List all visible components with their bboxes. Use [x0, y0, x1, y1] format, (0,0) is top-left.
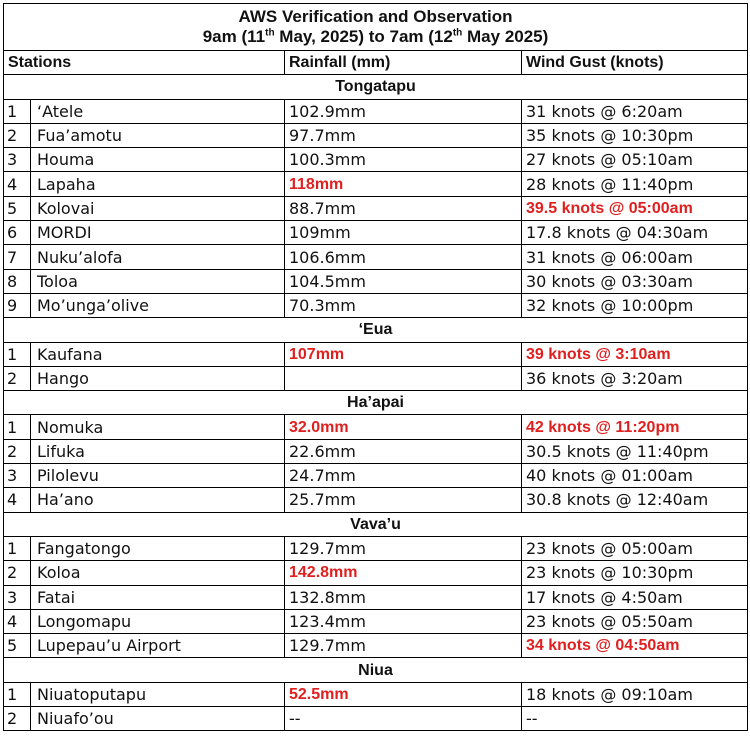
station-number: 1 [4, 536, 31, 560]
station-number: 2 [4, 123, 31, 147]
station-name: MORDI [31, 221, 285, 245]
aws-observation-table [3, 3, 748, 731]
rainfall-value: 142.8mm [285, 561, 522, 585]
rainfall-value: 100.3mm [285, 148, 522, 172]
rainfall-value: 123.4mm [285, 609, 522, 633]
station-number: 3 [4, 148, 31, 172]
wind-gust-value: 36 knots @ 3:20am [522, 366, 748, 390]
station-number: 1 [4, 99, 31, 123]
table-row [4, 707, 748, 731]
table-row [4, 439, 748, 463]
title-line-2 [4, 27, 747, 47]
wind-gust-value: 23 knots @ 05:00am [522, 536, 748, 560]
table-row [4, 342, 748, 366]
header-stations: Stations [4, 51, 285, 75]
region-row [4, 658, 748, 682]
rainfall-value: 88.7mm [285, 196, 522, 220]
rainfall-value: 70.3mm [285, 293, 522, 317]
station-name: Niuafo’ou [31, 707, 285, 731]
rainfall-value [285, 366, 522, 390]
wind-gust-value: 34 knots @ 04:50am [522, 634, 748, 658]
table-row [4, 634, 748, 658]
rainfall-value: 52.5mm [285, 682, 522, 706]
wind-gust-value: 39 knots @ 3:10am [522, 342, 748, 366]
rainfall-value: 104.5mm [285, 269, 522, 293]
station-name: Fangatongo [31, 536, 285, 560]
wind-gust-value: 30 knots @ 03:30am [522, 269, 748, 293]
station-number: 2 [4, 366, 31, 390]
rainfall-value: -- [285, 707, 522, 731]
station-number: 4 [4, 172, 31, 196]
station-name: Lupepau’u Airport [31, 634, 285, 658]
station-number: 1 [4, 682, 31, 706]
table-row [4, 366, 748, 390]
wind-gust-value: 17.8 knots @ 04:30am [522, 221, 748, 245]
station-number: 1 [4, 342, 31, 366]
title-line-1: AWS Verification and Observation [238, 7, 513, 26]
table-row [4, 293, 748, 317]
rainfall-value: 25.7mm [285, 488, 522, 512]
wind-gust-value: 23 knots @ 10:30pm [522, 561, 748, 585]
region-row [4, 75, 748, 99]
header-wind-gust: Wind Gust (knots) [522, 51, 748, 75]
table-row [4, 148, 748, 172]
station-number: 2 [4, 439, 31, 463]
station-number: 3 [4, 464, 31, 488]
wind-gust-value: 17 knots @ 4:50am [522, 585, 748, 609]
table-row [4, 415, 748, 439]
wind-gust-value: 42 knots @ 11:20pm [522, 415, 748, 439]
station-number: 4 [4, 609, 31, 633]
station-name: Nuku’alofa [31, 245, 285, 269]
title-line-2-part-2: May, 2025) to 7am (12 [274, 27, 453, 46]
rainfall-value: 32.0mm [285, 415, 522, 439]
table-row [4, 221, 748, 245]
rainfall-value: 22.6mm [285, 439, 522, 463]
rainfall-value: 102.9mm [285, 99, 522, 123]
station-name: Pilolevu [31, 464, 285, 488]
table-body [4, 75, 748, 731]
table-title [4, 4, 748, 51]
table-row [4, 561, 748, 585]
station-number: 8 [4, 269, 31, 293]
station-name: Hango [31, 366, 285, 390]
table-row [4, 269, 748, 293]
rainfall-value: 106.6mm [285, 245, 522, 269]
title-superscript-2: th [452, 27, 463, 39]
rainfall-value: 129.7mm [285, 536, 522, 560]
station-name: Ha’ano [31, 488, 285, 512]
table-row [4, 99, 748, 123]
station-number: 1 [4, 415, 31, 439]
station-name: Kolovai [31, 196, 285, 220]
wind-gust-value: 32 knots @ 10:00pm [522, 293, 748, 317]
region-name: Tongatapu [4, 75, 748, 99]
table-row [4, 585, 748, 609]
region-row [4, 512, 748, 536]
rainfall-value: 132.8mm [285, 585, 522, 609]
wind-gust-value: 31 knots @ 6:20am [522, 99, 748, 123]
wind-gust-value: -- [522, 707, 748, 731]
table-row [4, 609, 748, 633]
station-name: ‘Atele [31, 99, 285, 123]
header-rainfall: Rainfall (mm) [285, 51, 522, 75]
station-name: Kaufana [31, 342, 285, 366]
table-row [4, 123, 748, 147]
station-number: 5 [4, 196, 31, 220]
station-number: 2 [4, 561, 31, 585]
rainfall-value: 109mm [285, 221, 522, 245]
header-row [4, 51, 748, 75]
station-name: Lifuka [31, 439, 285, 463]
table-row [4, 245, 748, 269]
wind-gust-value: 30.5 knots @ 11:40pm [522, 439, 748, 463]
title-line-2-part-3: May 2025) [462, 27, 549, 46]
wind-gust-value: 30.8 knots @ 12:40am [522, 488, 748, 512]
station-number: 7 [4, 245, 31, 269]
station-name: Mo’unga’olive [31, 293, 285, 317]
title-superscript-1: th [265, 27, 275, 39]
station-name: Toloa [31, 269, 285, 293]
station-name: Niuatoputapu [31, 682, 285, 706]
rainfall-value: 97.7mm [285, 123, 522, 147]
region-name: Niua [4, 658, 748, 682]
rainfall-value: 118mm [285, 172, 522, 196]
region-name: Ha’apai [4, 391, 748, 415]
table-row [4, 488, 748, 512]
table-row [4, 464, 748, 488]
wind-gust-value: 27 knots @ 05:10am [522, 148, 748, 172]
station-number: 9 [4, 293, 31, 317]
station-name: Fatai [31, 585, 285, 609]
station-number: 6 [4, 221, 31, 245]
table-row [4, 196, 748, 220]
station-number: 4 [4, 488, 31, 512]
table-row [4, 682, 748, 706]
station-name: Fua’amotu [31, 123, 285, 147]
wind-gust-value: 28 knots @ 11:40pm [522, 172, 748, 196]
rainfall-value: 107mm [285, 342, 522, 366]
station-name: Houma [31, 148, 285, 172]
station-name: Longomapu [31, 609, 285, 633]
station-number: 2 [4, 707, 31, 731]
table-row [4, 536, 748, 560]
region-row [4, 391, 748, 415]
wind-gust-value: 31 knots @ 06:00am [522, 245, 748, 269]
station-number: 5 [4, 634, 31, 658]
wind-gust-value: 23 knots @ 05:50am [522, 609, 748, 633]
rainfall-value: 129.7mm [285, 634, 522, 658]
station-name: Lapaha [31, 172, 285, 196]
wind-gust-value: 35 knots @ 10:30pm [522, 123, 748, 147]
region-name: Vava’u [4, 512, 748, 536]
station-name: Koloa [31, 561, 285, 585]
region-name: ‘Eua [4, 318, 748, 342]
title-line-2-part-1: 9am (11 [202, 27, 266, 46]
table-row [4, 172, 748, 196]
wind-gust-value: 40 knots @ 01:00am [522, 464, 748, 488]
station-name: Nomuka [31, 415, 285, 439]
region-row [4, 318, 748, 342]
title-row [4, 4, 748, 51]
wind-gust-value: 18 knots @ 09:10am [522, 682, 748, 706]
rainfall-value: 24.7mm [285, 464, 522, 488]
wind-gust-value: 39.5 knots @ 05:00am [522, 196, 748, 220]
station-number: 3 [4, 585, 31, 609]
